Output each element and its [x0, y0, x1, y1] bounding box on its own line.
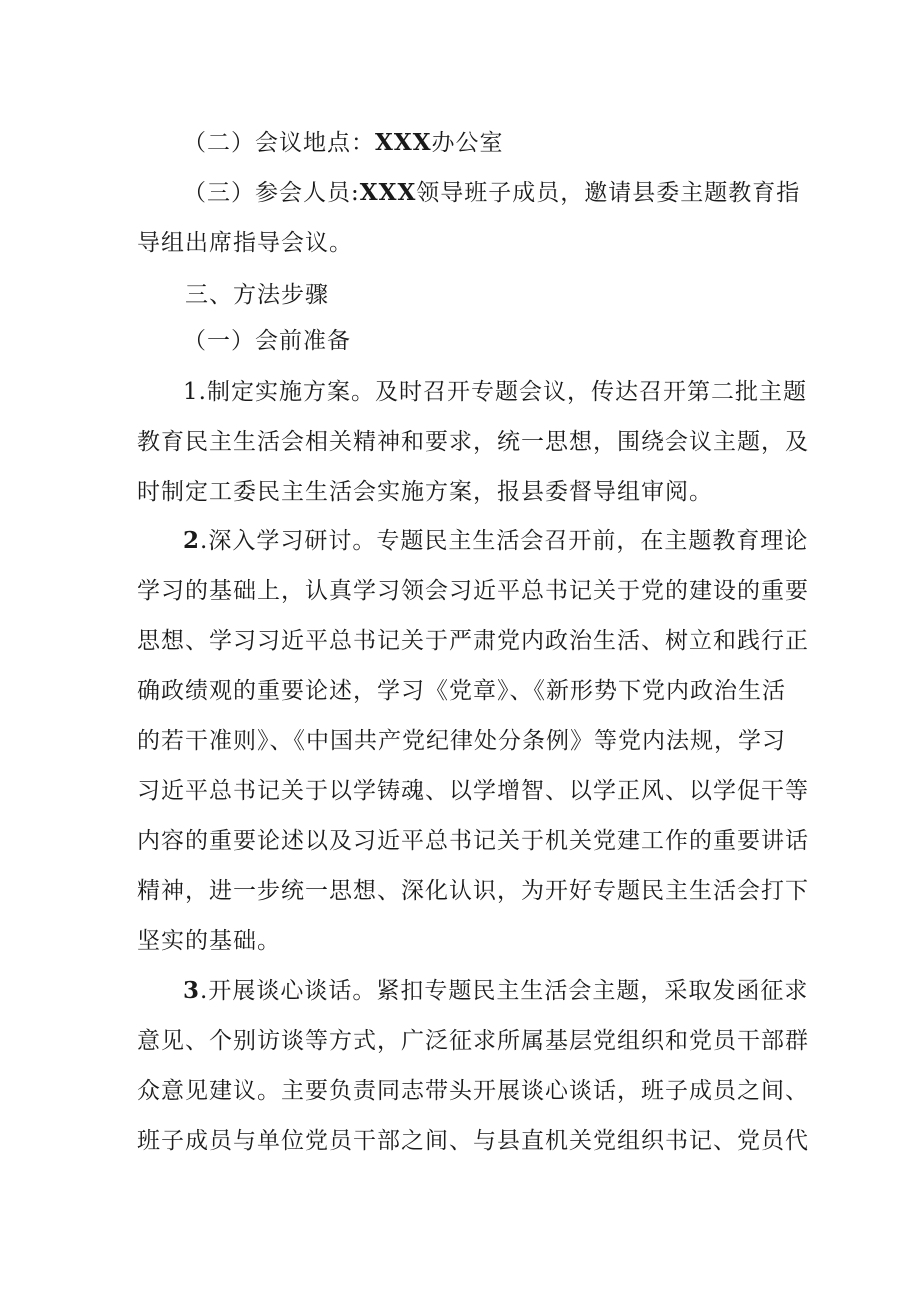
item1-title: 1.制定实施方案。 [183, 379, 375, 405]
item2-line-1 [183, 526, 808, 556]
location-label: （二）会议地点： [183, 130, 375, 156]
attendees-placeholder: XXX [359, 179, 417, 206]
attendees-line-1 [183, 178, 800, 208]
item2-line-8: 精神，进一步统一思想、深化认识，为开好专题民主生活会打下 [137, 878, 809, 904]
location-placeholder: XXX [375, 129, 432, 156]
item3-line-4: 班子成员与单位党员干部之间、与县直机关党组织书记、党员代 [137, 1128, 809, 1154]
item2-text: 专题民主生活会召开前，在主题教育理论 [376, 528, 809, 554]
item1-line-2: 教育民主生活会相关精神和要求，统一思想，围绕会议主题，及 [137, 429, 809, 455]
item3-title: .开展谈心谈话。 [200, 978, 377, 1004]
attendees-text: 领导班子成员，邀请县委主题教育指 [416, 180, 801, 206]
item2-line-9: 坚实的基础。 [137, 928, 281, 954]
attendees-line-2: 导组出席指导会议。 [137, 230, 353, 256]
item2-title: .深入学习研讨。 [200, 528, 377, 554]
item3-line-3: 众意见建议。主要负责同志带头开展谈心谈话，班子成员之间、 [137, 1078, 809, 1104]
item1-text: 及时召开专题会议，传达召开第二批主题 [374, 379, 807, 405]
item1-line-1 [183, 377, 807, 407]
attendees-label: （三）参会人员: [183, 180, 360, 206]
item2-line-3: 思想、学习习近平总书记关于严肃党内政治生活、树立和践行正 [137, 628, 809, 654]
subsection-heading-preparation: （一）会前准备 [183, 328, 351, 354]
meeting-location-line [183, 128, 504, 158]
item2-line-6: 习近平总书记关于以学铸魂、以学增智、以学正风、以学促干等 [137, 778, 809, 804]
item2-line-5: 的若干准则》、《中国共产党纪律处分条例》等党内法规，学习 [137, 728, 786, 754]
item3-text: 紧扣专题民主生活会主题，采取发函征求 [376, 978, 809, 1004]
item3-number: 3 [183, 977, 201, 1004]
item2-line-4: 确政绩观的重要论述，学习《党章》、《新形势下党内政治生活 [137, 678, 786, 704]
item3-line-2: 意见、个别访谈等方式，广泛征求所属基层党组织和党员干部群 [137, 1028, 809, 1054]
location-office: 办公室 [431, 130, 504, 156]
item2-line-2: 学习的基础上，认真学习领会习近平总书记关于党的建设的重要 [137, 578, 809, 604]
item2-number: 2 [183, 527, 201, 554]
item1-line-3: 时制定工委民主生活会实施方案，报县委督导组审阅。 [137, 479, 713, 505]
item2-line-7: 内容的重要论述以及习近平总书记关于机关党建工作的重要讲话 [137, 828, 809, 854]
item3-line-1 [183, 976, 808, 1006]
section-heading-methods: 三、方法步骤 [185, 282, 329, 308]
